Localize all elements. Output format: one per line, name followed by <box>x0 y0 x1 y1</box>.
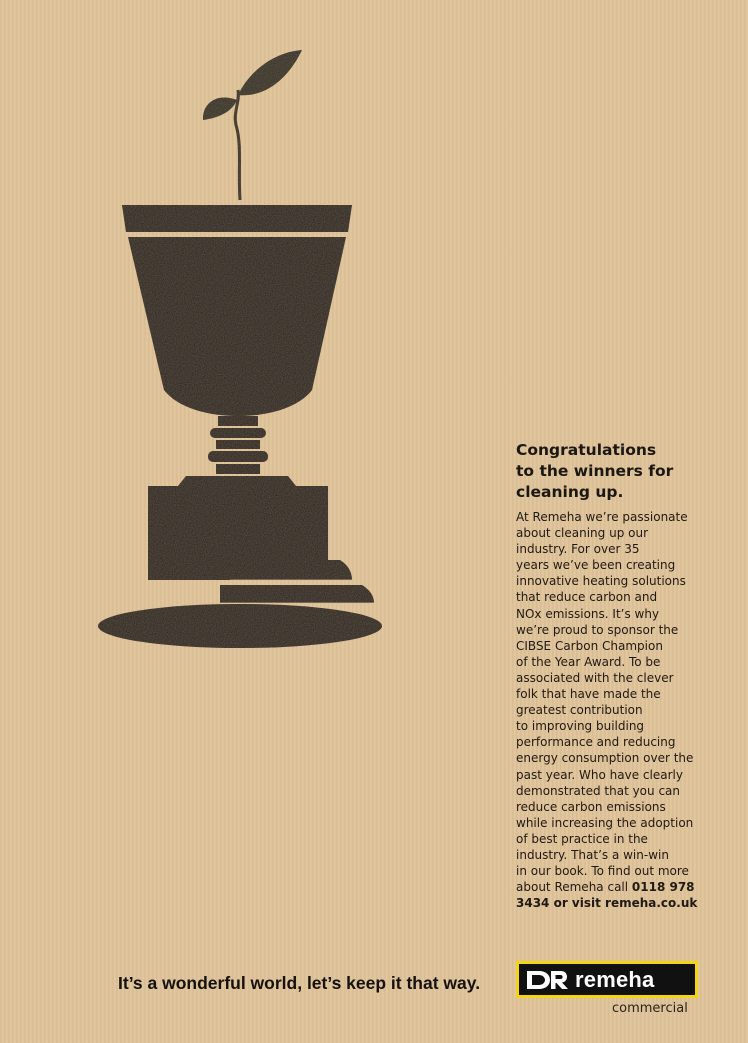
body-line: greatest contribution <box>516 703 643 718</box>
brand-name: remeha <box>575 966 655 992</box>
body-line: performance and reducing <box>516 735 676 750</box>
headline-line: to the winners for <box>516 462 674 480</box>
headline-line: Congratulations <box>516 441 657 459</box>
body-line: associated with the clever <box>516 670 674 685</box>
body-line: industry. That’s a win-win <box>516 847 669 862</box>
body-line: of the Year Award. To be <box>516 654 661 669</box>
body-copy <box>516 509 716 911</box>
body-line: industry. For over 35 <box>516 542 640 557</box>
body-line: that reduce carbon and <box>516 590 658 605</box>
body-line: to improving building <box>516 719 645 734</box>
body-line: years we’ve been creating <box>516 558 676 573</box>
remeha-logo <box>516 961 698 998</box>
body-line: in our book. To find out more <box>516 864 689 879</box>
body-line: past year. Who have clearly <box>516 767 683 782</box>
body-line: energy consumption over the <box>516 751 694 766</box>
tagline: It’s a wonderful world, let’s keep it that way. <box>118 973 481 993</box>
body-line: of best practice in the <box>516 831 648 846</box>
brand-sub: commercial <box>612 1001 688 1016</box>
contact-phone: 0118 978 <box>631 880 695 895</box>
body-line: we’re proud to sponsor the <box>516 622 679 637</box>
contact-prefix: about Remeha call <box>516 880 632 895</box>
headline-line: cleaning up. <box>516 483 624 501</box>
trophy-pot-illustration <box>90 40 390 660</box>
body-line: At Remeha we’re passionate <box>516 510 688 524</box>
body-line: NOx emissions. It’s why <box>516 606 660 621</box>
contact-website: 3434 or visit remeha.co.uk <box>516 896 698 911</box>
headline <box>516 440 716 503</box>
ad-copy <box>516 440 716 911</box>
body-line: while increasing the adoption <box>516 815 694 830</box>
contact-line <box>516 879 716 895</box>
trophy-seedling-icon <box>90 40 390 660</box>
body-line: demonstrated that you can <box>516 783 681 798</box>
logo-panel <box>519 964 695 995</box>
body-line: innovative heating solutions <box>516 574 686 589</box>
remeha-mark-icon <box>525 969 569 991</box>
body-line: CIBSE Carbon Champion <box>516 638 663 653</box>
body-line: folk that have made the <box>516 687 661 702</box>
body-line: about cleaning up our <box>516 526 648 541</box>
body-line: reduce carbon emissions <box>516 799 666 814</box>
